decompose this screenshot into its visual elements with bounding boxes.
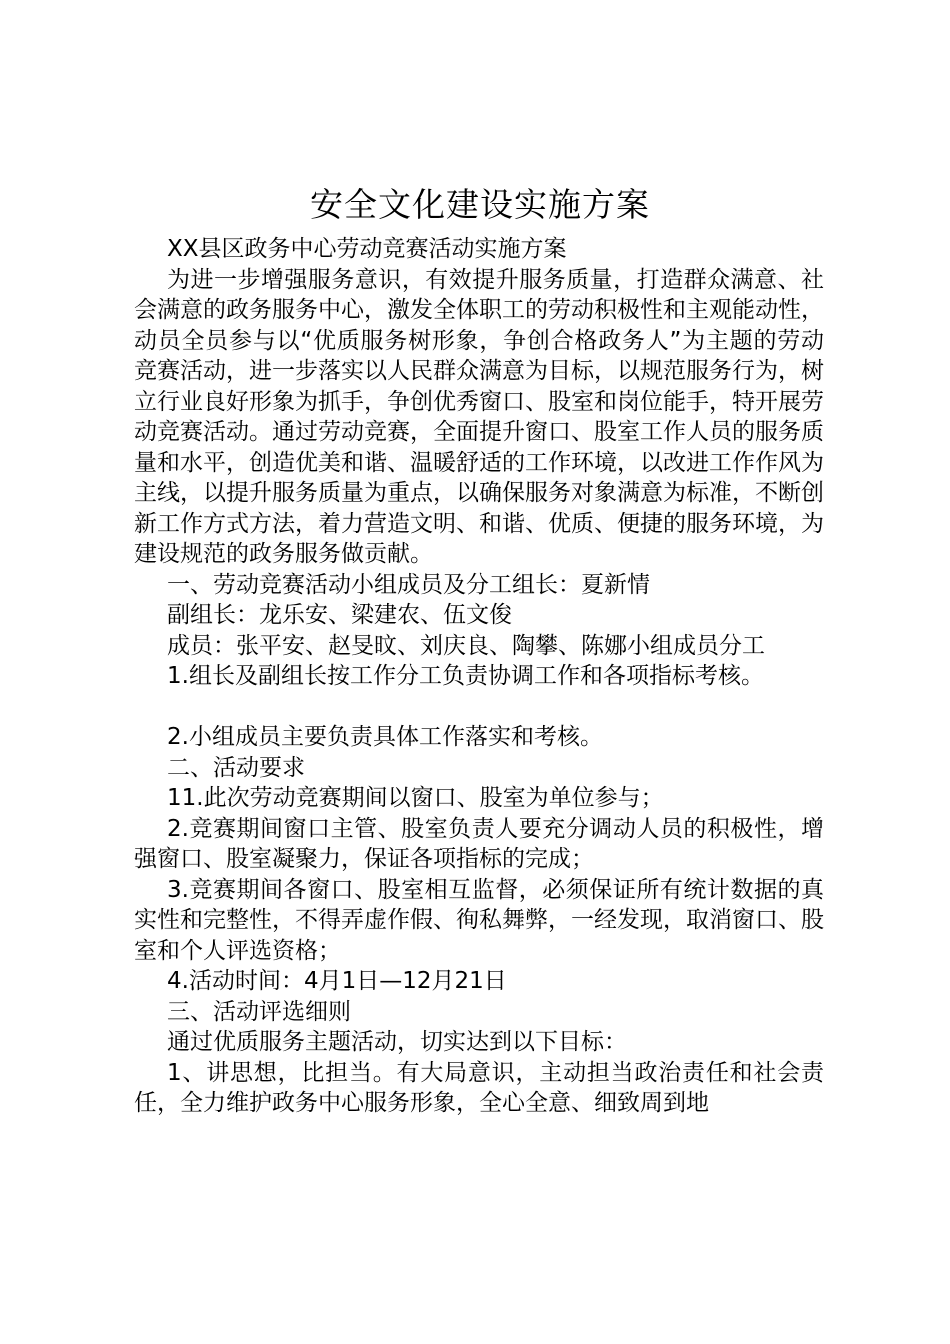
paragraph-section-3: 三、活动评选细则 bbox=[167, 998, 351, 1025]
paragraph-intro: 为进一步增强服务意识，有效提升服务质量，打造群众满意、社会满意的政务服务中心，激发全体职工的劳动积极性和主观能动性，动员全员参与以“优质服务树形象，争创合格政务人”为主题的劳动竞赛活动，进一步落实以人民群众满意为目标，以规范服务行为，树立行业良好形象为抓手，争创优秀窗口、股室和岗位能手，特开展劳动竞赛活动。通过劳动竞赛，全面提升窗口、股室工作人员的服务质量和水平，创造优美和谐、温暖舒适的工作环境，以改进工作作风为主线，以提升服务质量为重点，以确保服务对象满意为标准，不断创新工作方式方法，着力营造文明、和谐、优质、便捷的服务环境，为建设规范的政务服务做贡献。 bbox=[134, 266, 824, 567]
paragraph-requirement-4: 4.活动时间：4月1日—12月21日 bbox=[167, 968, 507, 994]
paragraph-goals-intro: 通过优质服务主题活动，切实达到以下目标： bbox=[167, 1029, 627, 1055]
paragraph-members: 成员：张平安、赵旻旼、刘庆良、陶攀、陈娜小组成员分工 bbox=[167, 632, 765, 659]
paragraph-subtitle: XX县区政务中心劳动竞赛活动实施方案 bbox=[167, 236, 567, 262]
paragraph-requirement-1: 11.此次劳动竞赛期间以窗口、股室为单位参与； bbox=[167, 785, 664, 811]
paragraph-deputy-leaders: 副组长：龙乐安、梁建农、伍文俊 bbox=[167, 602, 512, 628]
paragraph-duty-2: 2.小组成员主要负责具体工作落实和考核。 bbox=[167, 724, 603, 750]
paragraph-requirement-3: 3.竞赛期间各窗口、股室相互监督，必须保证所有统计数据的真实性和完整性，不得弄虚作假、徇私舞弊，一经发现，取消窗口、股室和个人评选资格； bbox=[134, 876, 824, 964]
paragraph-goal-1: 1、讲思想，比担当。有大局意识，主动担当政治责任和社会责任，全力维护政务中心服务形象，全心全意、细致周到地 bbox=[134, 1059, 824, 1116]
paragraph-duty-1: 1.组长及副组长按工作分工负责协调工作和各项指标考核。 bbox=[167, 663, 764, 689]
paragraph-section-1: 一、劳动竞赛活动小组成员及分工组长：夏新情 bbox=[167, 571, 650, 598]
paragraph-section-2: 二、活动要求 bbox=[167, 754, 305, 781]
document-title: 安全文化建设实施方案 bbox=[310, 185, 650, 224]
paragraph-requirement-2: 2.竞赛期间窗口主管、股室负责人要充分调动人员的积极性，增强窗口、股室凝聚力，保证各项指标的完成； bbox=[134, 815, 824, 872]
document-body bbox=[134, 234, 824, 1119]
